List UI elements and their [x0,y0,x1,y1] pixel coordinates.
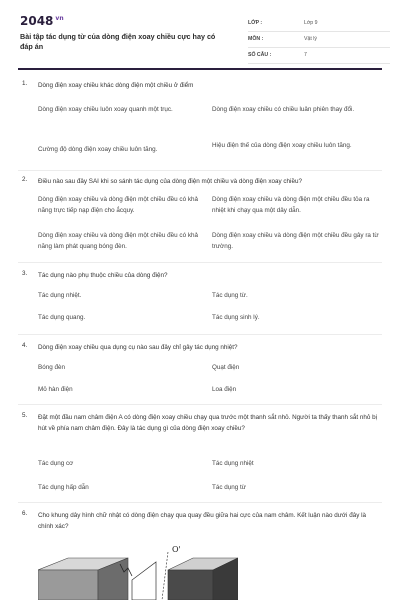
question-text: Cho khung dây hình chữ nhật có dòng điện chạy qua quay đều giữa hai cực của nam châm. Kết luận nào dưới đây là chính xác? [38,512,367,530]
meta-value: 7 [304,52,307,58]
magnet-coil-figure [38,540,238,600]
answer-option[interactable]: Tác dụng nhiệt [212,460,254,467]
question-number: 6. [22,510,28,517]
question-separator [18,334,382,335]
logo-text: 2048 [20,14,54,28]
answer-option[interactable]: Quạt điện [212,364,240,371]
question-1 [18,80,382,172]
answer-option[interactable]: Cường độ dòng điện xoay chiều luôn tăng. [38,146,158,153]
question-text: Điều nào sau đây SAI khi so sánh tác dụng của dòng điện một chiều và dòng điện xoay chiều? [38,178,302,185]
meta-box [248,16,390,64]
meta-row-count [248,48,390,64]
answer-option[interactable]: Tác dụng quang. [38,314,86,321]
meta-value: Lớp 9 [304,20,318,26]
answer-option[interactable]: Dòng điện xoay chiều và dòng điện một chiều đều gây ra từ trường. [212,232,379,250]
question-text: Dòng điện xoay chiều qua dụng cụ nào sau đây chỉ gây tác dụng nhiệt? [38,344,238,351]
meta-row-subject [248,32,390,48]
magnet-left-front [38,570,98,600]
meta-label: SỐ CÂU : [248,52,272,58]
question-number: 4. [22,342,28,349]
question-number: 2. [22,176,28,183]
question-4 [18,342,382,404]
meta-value: Vật lý [304,36,317,42]
answer-option[interactable]: Mỏ hàn điện [38,386,73,393]
question-separator [18,502,382,503]
answer-option[interactable]: Dòng điện xoay chiều và dòng điện một chiều đều tỏa ra nhiệt khi chạy qua một dây dẫn. [212,196,370,214]
header-divider [18,68,382,70]
header [20,14,380,60]
answer-option[interactable]: Loa điện [212,386,237,393]
answer-option[interactable]: Tác dụng sinh lý. [212,314,260,321]
answer-option[interactable]: Hiệu điện thế của dòng điện xoay chiều luôn tăng. [212,142,352,149]
question-text: Đặt một đầu nam châm điện A có dòng điện xoay chiều chạy qua trước một thanh sắt nhỏ. Người ta thấy thanh sắt nhỏ bị hút về phía nam châm điện. Đây là tác dụng gì của dòng điện xoay chiều? [38,414,378,432]
answer-option[interactable]: Dòng điện xoay chiều luôn xoay quanh một trục. [38,106,173,113]
rotation-axis [162,552,168,600]
question-separator [18,262,382,263]
question-2 [18,176,382,262]
answer-option[interactable]: Tác dụng nhiệt. [38,292,82,299]
question-number: 5. [22,412,28,419]
answer-option[interactable]: Tác dụng từ [212,484,246,491]
question-number: 3. [22,270,28,277]
question-separator [18,170,382,171]
question-text: Tác dụng nào phụ thuộc chiều của dòng điện? [38,272,168,279]
answer-option[interactable]: Tác dụng từ. [212,292,248,299]
question-number: 1. [22,80,28,87]
question-separator [18,404,382,405]
question-5 [18,412,382,500]
answer-option[interactable]: Dòng điện xoay chiều và dòng điện một chiều đều có khả năng trực tiếp nạp điện cho ắcquy. [38,196,198,214]
meta-row-class [248,16,390,32]
coil-frame [132,562,156,600]
question-3 [18,270,382,332]
magnet-right-front [168,570,213,600]
answer-option[interactable]: Bóng đèn [38,364,65,371]
meta-label: MÔN : [248,36,264,42]
meta-label: LỚP : [248,20,263,26]
question-6 [18,510,382,540]
site-logo[interactable] [20,14,64,28]
answer-option[interactable]: Dòng điện xoay chiều và dòng điện một chiều đều có khả năng làm phát quang bóng đèn. [38,232,198,250]
axis-label: O' [172,545,181,554]
document-title: Bài tập tác dụng từ của dòng điện xoay chiều cực hay có đáp án [20,32,216,51]
answer-option[interactable]: Tác dụng hấp dẫn [38,484,89,491]
question-text: Dòng điện xoay chiều khác dòng điện một chiều ở điểm [38,82,194,89]
logo-sub: vn [55,15,64,22]
answer-option[interactable]: Tác dụng cơ [38,460,74,467]
answer-option[interactable]: Dòng điện xoay chiều có chiều luân phiên thay đổi. [212,106,355,113]
